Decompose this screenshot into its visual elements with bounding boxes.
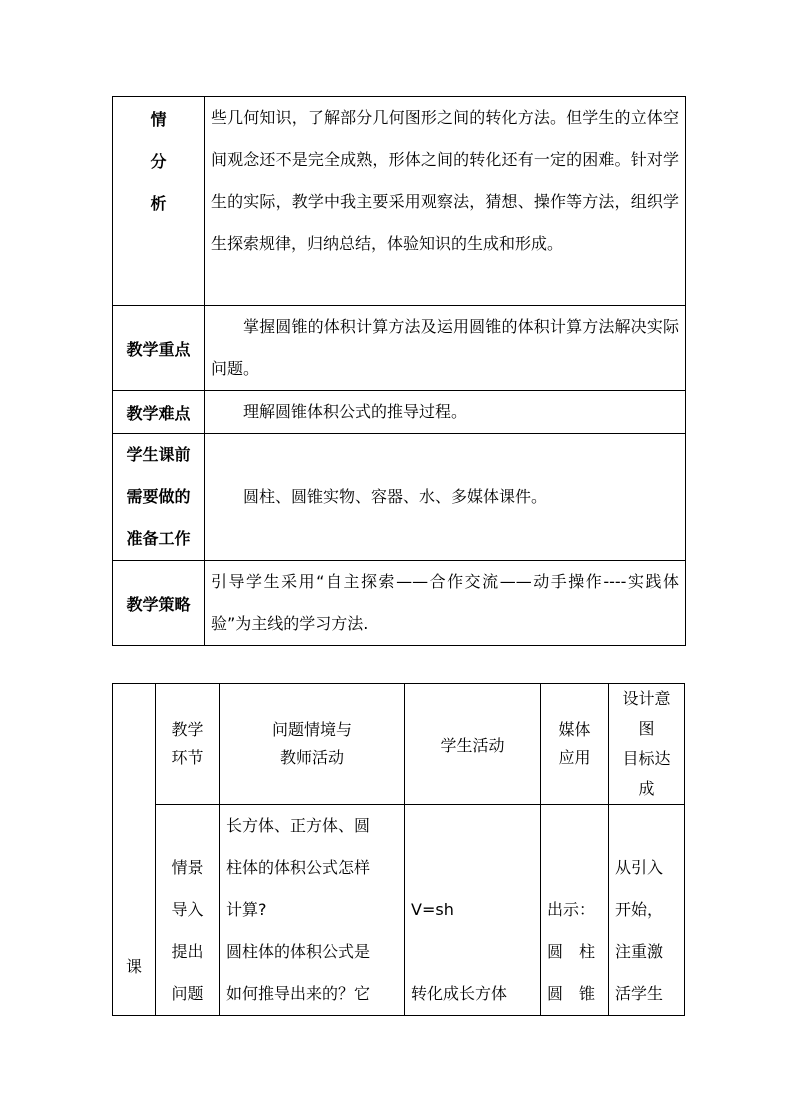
teacher-line: 计算? [226,900,267,919]
stage-cell [156,805,220,1016]
stage-line: 提出 [171,942,204,961]
teacher-line: 长方体、正方体、圆 [226,816,371,835]
stage-line: 情景 [171,858,204,877]
label-line: 析 [150,194,167,213]
header-line: 媒体 [558,720,591,739]
teacher-line: 如何推导出来的？它 [226,984,371,1003]
design-cell [609,805,685,1016]
teacher-activity-cell [220,805,405,1016]
student-line: 转化成长方体 [411,984,508,1003]
student-activity-cell [405,805,541,1016]
design-line: 从引入 [615,858,664,877]
label-line: 学生课前 [126,445,191,464]
header-line: 问题情境与 [271,720,352,739]
label-line: 准备工作 [126,529,191,548]
header-line: 教学 [171,720,204,739]
stage-line: 导入 [171,900,204,919]
row-label-strategy: 教学策略 [113,561,205,646]
header-line: 成 [638,779,655,798]
lesson-analysis-table [112,96,686,646]
lesson-process-table [112,683,685,1016]
header-line: 环节 [171,748,204,767]
table-row [113,97,686,306]
table-row [113,391,686,434]
teacher-line: 圆柱体的体积公式是 [226,942,371,961]
key-points-text: 掌握圆锥的体积计算方法及运用圆锥的体积计算方法解决实际问题。 [205,306,686,391]
header-student: 学生活动 [405,684,541,805]
label-line: 需要做的 [126,487,191,506]
row-label [113,97,205,306]
header-stage [156,684,220,805]
header-media [541,684,609,805]
table-row [113,306,686,391]
media-line: 圆 锥 [547,984,596,1003]
side-label: 课 [113,684,156,1016]
design-line: 活学生 [615,984,664,1003]
table-row [113,561,686,646]
label-line: 分 [150,152,167,171]
row-label-difficulty: 教学难点 [113,391,205,434]
table-header-row [113,684,685,805]
stage-line: 问题 [171,984,204,1003]
media-cell [541,805,609,1016]
teacher-line: 柱体的体积公式怎样 [226,858,371,877]
header-design [609,684,685,805]
row-label-key-points: 教学重点 [113,306,205,391]
header-teacher [220,684,405,805]
preparation-text: 圆柱、圆锥实物、容器、水、多媒体课件。 [205,434,686,561]
design-line: 开始， [615,900,664,919]
analysis-text: 些几何知识，了解部分几何图形之间的转化方法。但学生的立体空间观念还不是完全成熟，形体之间的转化还有一定的困难。针对学生的实际，教学中我主要采用观察法，猜想、操作等方法，组织学生探索规律，归纳总结，体验知识的生成和形成。 [205,97,686,306]
design-line: 注重激 [615,942,664,961]
header-line: 目标达 [622,749,671,768]
table-row [113,805,685,1016]
row-label-preparation [113,434,205,561]
student-formula: V=sh [411,900,454,919]
label-line: 情 [150,110,167,129]
difficulty-text: 理解圆锥体积公式的推导过程。 [205,391,686,434]
table-row [113,434,686,561]
media-line: 圆 柱 [547,942,596,961]
header-line: 图 [638,719,655,738]
header-line: 设计意 [622,689,671,708]
header-line: 应用 [558,748,591,767]
media-line: 出示： [547,900,596,919]
header-line: 教师活动 [279,748,344,767]
strategy-text: 引导学生采用“自主探索——合作交流——动手操作----实践体验”为主线的学习方法. [205,561,686,646]
